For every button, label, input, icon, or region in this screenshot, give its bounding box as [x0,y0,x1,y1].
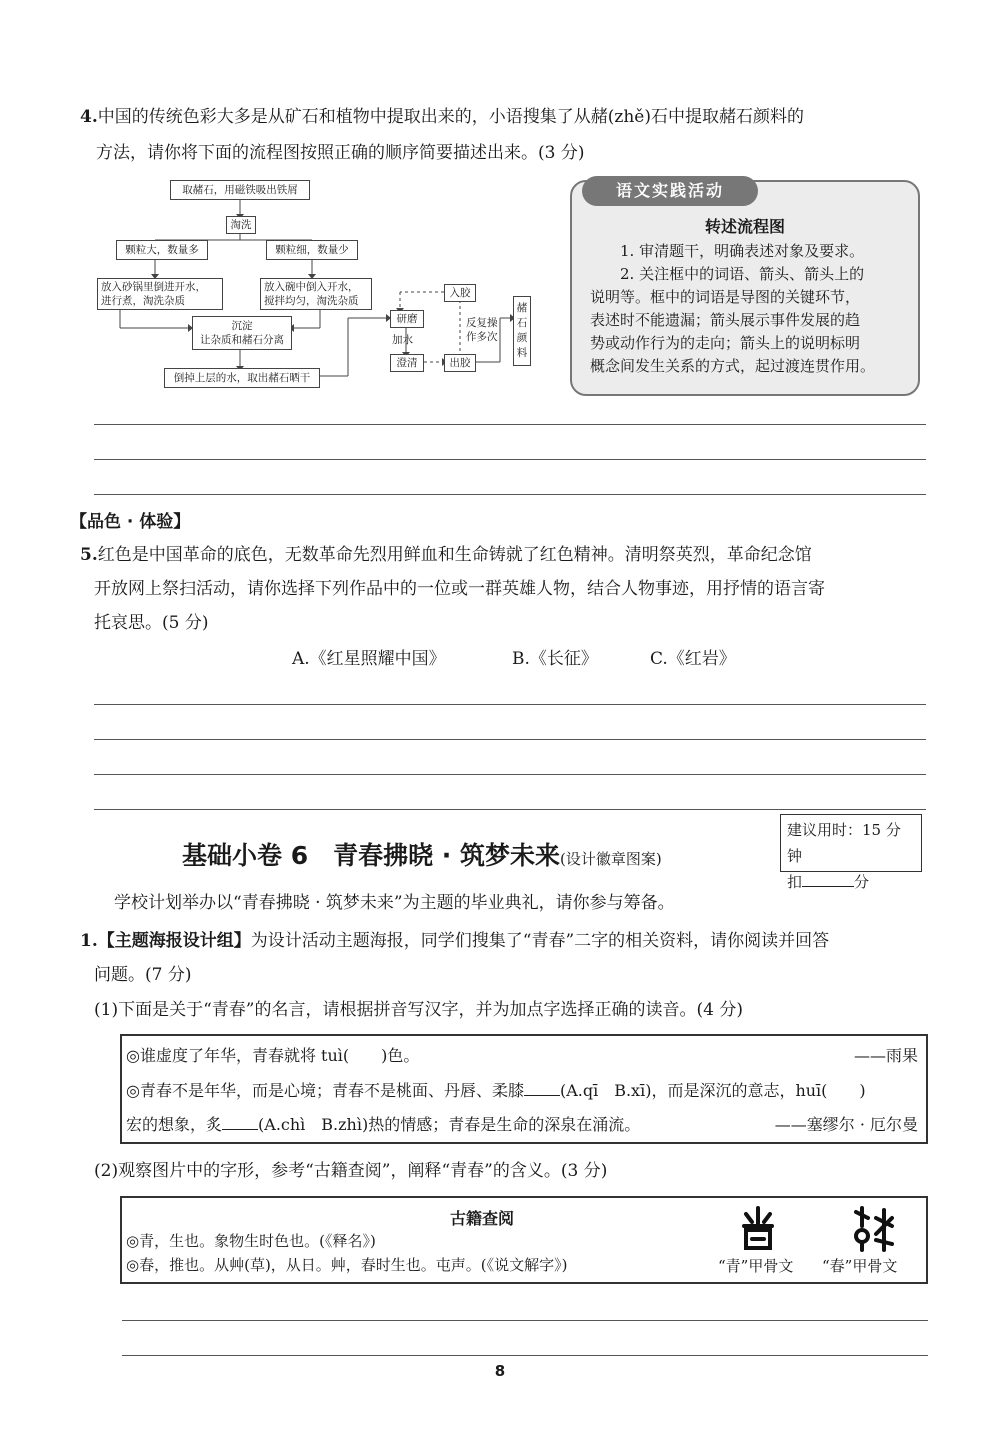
answer-line[interactable] [122,1320,928,1321]
tip-point-1: 1. 审清题干，明确表述对象及要求。 [620,242,865,260]
flow-node-stir [260,278,372,310]
flow-node-add-glue: 入胶 [444,284,476,302]
flow-label-repeat-l1: 反复操 [466,317,498,329]
flow-node-stir-l1: 放入碗中倒入开水， [264,281,359,293]
q5-line1 [80,538,940,572]
u1-line1 [80,924,940,958]
reference-line-1: ◎青，生也。象物生时色也。(《释名》) [126,1232,376,1250]
q4-number: 4. [80,107,98,127]
q4-text-line2: 方法，请你将下面的流程图按照正确的顺序简要描述出来。(3 分) [96,143,585,163]
glyph-caption-chun: “春”甲骨文 [822,1257,898,1275]
deduct-suffix: 分 [854,873,870,891]
time-label: 建议用时：15 分钟 [787,821,901,865]
flow-label-repeat [466,316,498,344]
unit-title-row [182,836,662,872]
flow-node-clarify: 澄清 [390,354,424,372]
answer-line[interactable] [94,459,926,460]
time-box [780,814,922,891]
u1-text-line2: 问题。(7 分) [94,965,192,985]
flow-label-repeat-l2: 作多次 [466,331,498,343]
q4-text-line1: 中国的传统色彩大多是从矿石和植物中提取出来的，小语搜集了从赭(zhě)石中提取赭石颜料的 [97,107,804,127]
q5-option-c: C.《红岩》 [650,649,736,669]
q5-option-b: B.《长征》 [512,649,598,669]
answer-line[interactable] [122,1355,928,1356]
tip-point-2-l5: 概念间发生关系的方式，起过渡连贯作用。 [590,357,876,375]
tip-point-2-l2: 说明等。框中的词语是导图的关键环节， [590,288,861,306]
flow-node-grind: 研磨 [390,310,424,328]
quote-box [120,1034,928,1144]
oracle-qing-glyph [738,1206,778,1252]
flow-node-settle [192,316,292,350]
flow-node-coarse: 颗粒大，数量多 [116,240,208,260]
flow-node-boil-l2: 进行煮，淘洗杂质 [101,295,185,307]
flow-node-stir-l2: 搅拌均匀，淘洗杂质 [264,295,359,307]
glyph-caption-qing: “青”甲骨文 [718,1257,794,1275]
q5-text-line2: 开放网上祭扫活动，请你选择下列作品中的一位或一群英雄人物，结合人物事迹，用抒情的语言寄 [94,579,825,599]
quote-2-author: ——塞缪尔 · 厄尔曼 [774,1115,918,1134]
tip-point-2-l4: 势或动作行为的走向；箭头上的说明标明 [590,334,861,352]
unit-subtitle: (设计徽章图案) [560,850,662,868]
page-number: 8 [494,1362,506,1380]
answer-line[interactable] [94,704,926,705]
answer-line[interactable] [94,809,926,810]
quote-1: ◎谁虚度了年华，青春就将 tuì( )色。 [126,1046,420,1065]
answer-line[interactable] [94,739,926,740]
flow-node-dry: 倒掉上层的水，取出赭石晒干 [164,368,320,388]
flow-node-boil-l1: 放入砂锅里倒进开水， [101,281,206,293]
flow-node-settle-l1: 沉淀 [231,320,253,332]
quote-2-l1a: ◎青春不是年华，而是心境；青春不是桃面、丹唇、柔膝 [126,1081,524,1100]
answer-line[interactable] [94,424,926,425]
reference-line-2: ◎春，推也。从艸(草)，从日。艸，春时生也。屯声。(《说文解字》) [126,1256,568,1274]
deduct-blank[interactable] [802,886,854,887]
reference-title: 古籍查阅 [449,1209,514,1228]
q5-text-line3: 托哀思。(5 分) [94,613,209,633]
quote-1-author: ——雨果 [853,1046,918,1065]
u1-text-line1: 为设计活动主题海报，同学们搜集了“青春”二字的相关资料，请你阅读并回答 [250,931,830,951]
reference-box [120,1196,928,1284]
unit-title: 基础小卷 6 青春拂晓 · 筑梦未来 [182,841,561,870]
q5-option-a: A.《红星照耀中国》 [292,649,446,669]
flow-node-boil [97,278,223,310]
flow-label-add-water: 加水 [392,334,413,346]
q5-number: 5. [80,545,98,565]
unit-intro: 学校计划举办以“青春拂晓 · 筑梦未来”为主题的毕业典礼，请你参与筹备。 [114,893,675,913]
u1-sub1: (1)下面是关于“青春”的名言，请根据拼音写汉字，并为加点字选择正确的读音。(4 分) [94,1000,743,1020]
flow-node-collect: 取赭石，用磁铁吸出铁屑 [170,180,310,200]
q5-text-line1: 红色是中国革命的底色，无数革命先烈用鲜血和生命铸就了红色精神。清明祭英烈，革命纪念馆 [97,545,812,565]
u1-sub2: (2)观察图片中的字形，参考“古籍查阅”，阐释“青春”的含义。(3 分) [94,1161,608,1181]
pinyin-blank[interactable] [222,1129,258,1130]
deduct-row [787,869,915,895]
flow-node-settle-l2: 让杂质和赭石分离 [200,334,284,346]
answer-line[interactable] [94,774,926,775]
oracle-chun-glyph [850,1204,898,1254]
u1-number: 1. [80,931,98,951]
u1-tag: 【主题海报设计组】 [97,931,251,951]
tip-box [570,180,920,396]
tip-banner: 语文实践活动 [582,176,758,206]
pinyin-blank[interactable] [524,1095,560,1096]
deduct-prefix: 扣 [787,873,803,891]
quote-2-line2 [126,1108,640,1142]
flow-node-pigment: 赭石颜料 [513,296,531,366]
answer-line[interactable] [94,494,926,495]
quote-2-l2b: (A.chì B.zhì)热的情感；青春是生命的深泉在涌流。 [258,1115,641,1134]
quote-2-l1b: (A.qī B.xī)，而是深沉的意志，huī( ) [559,1081,866,1100]
tip-point-2-l1: 2. 关注框中的词语、箭头、箭头上的 [620,265,865,283]
quote-2-line1 [126,1074,866,1108]
tip-point-2-l3: 表述时不能遗漏；箭头展示事件发展的趋 [590,311,861,329]
tip-title: 转述流程图 [704,217,785,236]
flow-node-remove-glue: 出胶 [444,354,476,372]
flow-node-wash: 淘洗 [226,216,256,234]
section-label: 【品色 · 体验】 [70,512,191,532]
flow-node-fine: 颗粒细，数量少 [266,240,358,260]
quote-2-l2a: 宏的想象，炙 [126,1115,223,1134]
